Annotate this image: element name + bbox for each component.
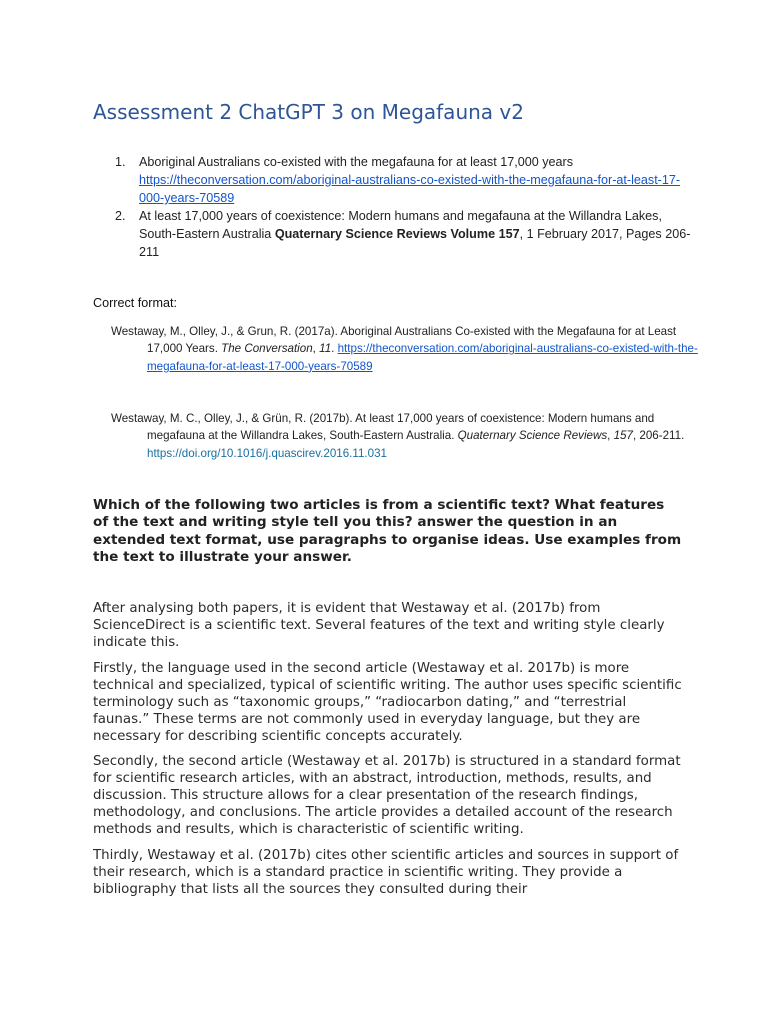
answer-paragraph: Thirdly, Westaway et al. (2017b) cites other scientific articles and sources in support of their research, which is a standard practice in scientific writing. They provide a bibliography that lists all the sources they consulted during their (93, 847, 679, 897)
reference-text-end: , 1 February 2017, Pages 206-211 (139, 227, 691, 259)
document-title: Assessment 2 ChatGPT 3 on Megafauna v2 (93, 100, 524, 124)
reference-item-1 (93, 153, 693, 207)
answer-paragraph: Firstly, the language used in the second article (Westaway et al. 2017b) is more technical and specialized, typical of scientific writing. The author uses specific scientific terminology such as “taxonomic groups,” “radiocarbon dating,” and “terrestrial faunas.” These terms are not commonly used in everyday language, but they are necessary for describing scientific concepts accurately. (93, 660, 682, 744)
reference-text: Aboriginal Australians co-existed with the megafauna for at least 17,000 years (139, 155, 574, 169)
citation-sep: . (331, 342, 338, 356)
reference-list (93, 153, 693, 261)
list-number: 1. (115, 155, 126, 169)
list-number: 2. (115, 209, 126, 223)
citation-volume: 157 (613, 429, 633, 443)
citation-2017b (111, 410, 703, 462)
answer-paragraph: Secondly, the second article (Westaway et al. 2017b) is structured in a standard format for scientific research articles, with an abstract, introduction, methods, results, and discussion. This structure allows for a clear presentation of the research findings, methodology, and conclusions. The article provides a detailed account of the research methods and results, which is characteristic of scientific writing. (93, 754, 681, 837)
citation-source: Quaternary Science Reviews (457, 429, 608, 443)
citation-text: Westaway, M. C., Olley, J., & Grün, R. (2017b). At least 17,000 years of coexistence: Modern humans and megafauna at the Willandra Lakes, South-Eastern Australia. (111, 412, 655, 443)
doi-link[interactable]: https://doi.org/10.1016/j.quascirev.2016.11.031 (147, 446, 387, 460)
citation-2017a (111, 323, 703, 375)
citation-pages: , 206-211. (632, 429, 685, 443)
citation-source: The Conversation (221, 342, 313, 356)
citation-sep: , (312, 342, 320, 356)
correct-format-label: Correct format: (93, 296, 177, 310)
reference-item-2 (93, 207, 693, 261)
journal-volume: Quaternary Science Reviews Volume 157 (274, 227, 520, 241)
answer-paragraph: After analysing both papers, it is evident that Westaway et al. (2017b) from ScienceDirect is a scientific text. Several features of the text and writing style clearly indicate this. (93, 601, 665, 650)
reference-text: At least 17,000 years of coexistence: Modern humans and megafauna at the Willandra Lakes, South-Eastern Australia (139, 209, 662, 241)
answer-body (93, 600, 683, 906)
reference-link[interactable]: https://theconversation.com/aboriginal-australians-co-existed-with-the-megafauna-for-at-least-17-000-years-70589 (139, 173, 681, 205)
assessment-question: Which of the following two articles is from a scientific text? What features of the text and writing style tell you this? answer the question in an extended text format, use paragraphs to organise ideas. Use examples from the text to illustrate your answer. (93, 497, 682, 566)
citation-volume: 11 (319, 342, 332, 356)
citation-text: Westaway, M., Olley, J., & Grun, R. (2017a). Aboriginal Australians Co-existed with the Megafauna for at Least 17,000 Years. (111, 325, 677, 356)
citation-sep: , (607, 429, 614, 443)
citation-link[interactable]: https://theconversation.com/aboriginal-australians-co-existed-with-the-megafauna-for-at-least-17-000-years-70589 (147, 342, 698, 373)
